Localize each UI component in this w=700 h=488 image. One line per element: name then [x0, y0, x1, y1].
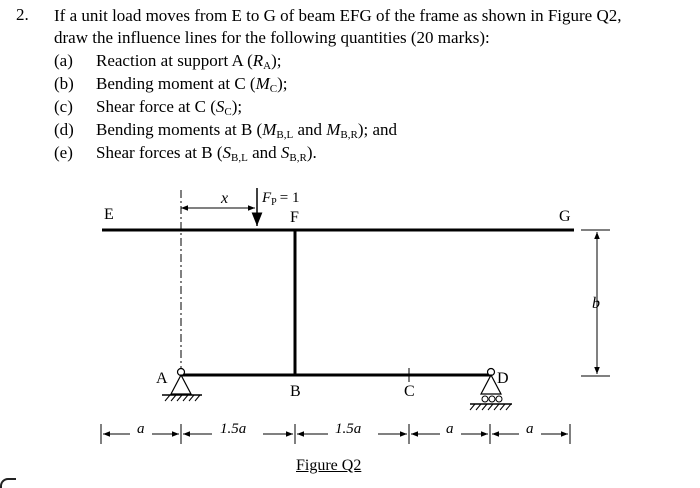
label-g: G	[559, 208, 571, 225]
dim-label-1: a	[137, 421, 145, 437]
b-label: b	[592, 295, 600, 312]
label-e: E	[104, 206, 114, 223]
label-a: A	[156, 370, 168, 387]
item-e: (e) Shear forces at B ($S_{B,L}$ and $S_{B,R}$).	[54, 143, 317, 164]
label-b: B	[290, 383, 301, 400]
load-label: $F_P = 1$	[262, 190, 300, 208]
label-f: F	[290, 209, 299, 226]
question-stem-line-2: draw the influence lines for the following quantities (20 marks):	[54, 28, 490, 47]
item-a: (a) Reaction at support A $(R_A)$;	[54, 51, 282, 72]
item-b: (b) Bending moment at C $(M_C)$;	[54, 74, 288, 95]
item-c: (c) Shear force at C $(S_C)$;	[54, 97, 243, 118]
x-label: x	[221, 190, 229, 207]
label-c: C	[404, 383, 415, 400]
figure-caption: Figure Q2	[296, 457, 362, 474]
label-d: D	[497, 370, 509, 387]
dim-label-4: a	[446, 421, 454, 437]
dim-label-3: 1.5a	[335, 421, 362, 437]
dim-label-5: a	[526, 421, 534, 437]
question-number: 2.	[16, 5, 29, 24]
dim-label-2: 1.5a	[220, 421, 247, 437]
item-d: (d) Bending moments at B ($M_{B,L}$ and $M_{B,R}$); and	[54, 120, 398, 141]
pin-support-a	[162, 369, 202, 402]
question-stem-line-1: If a unit load moves from E to G of beam EFG of the frame as shown in Figure Q2,	[54, 6, 622, 25]
page-edge-mark	[0, 478, 16, 488]
